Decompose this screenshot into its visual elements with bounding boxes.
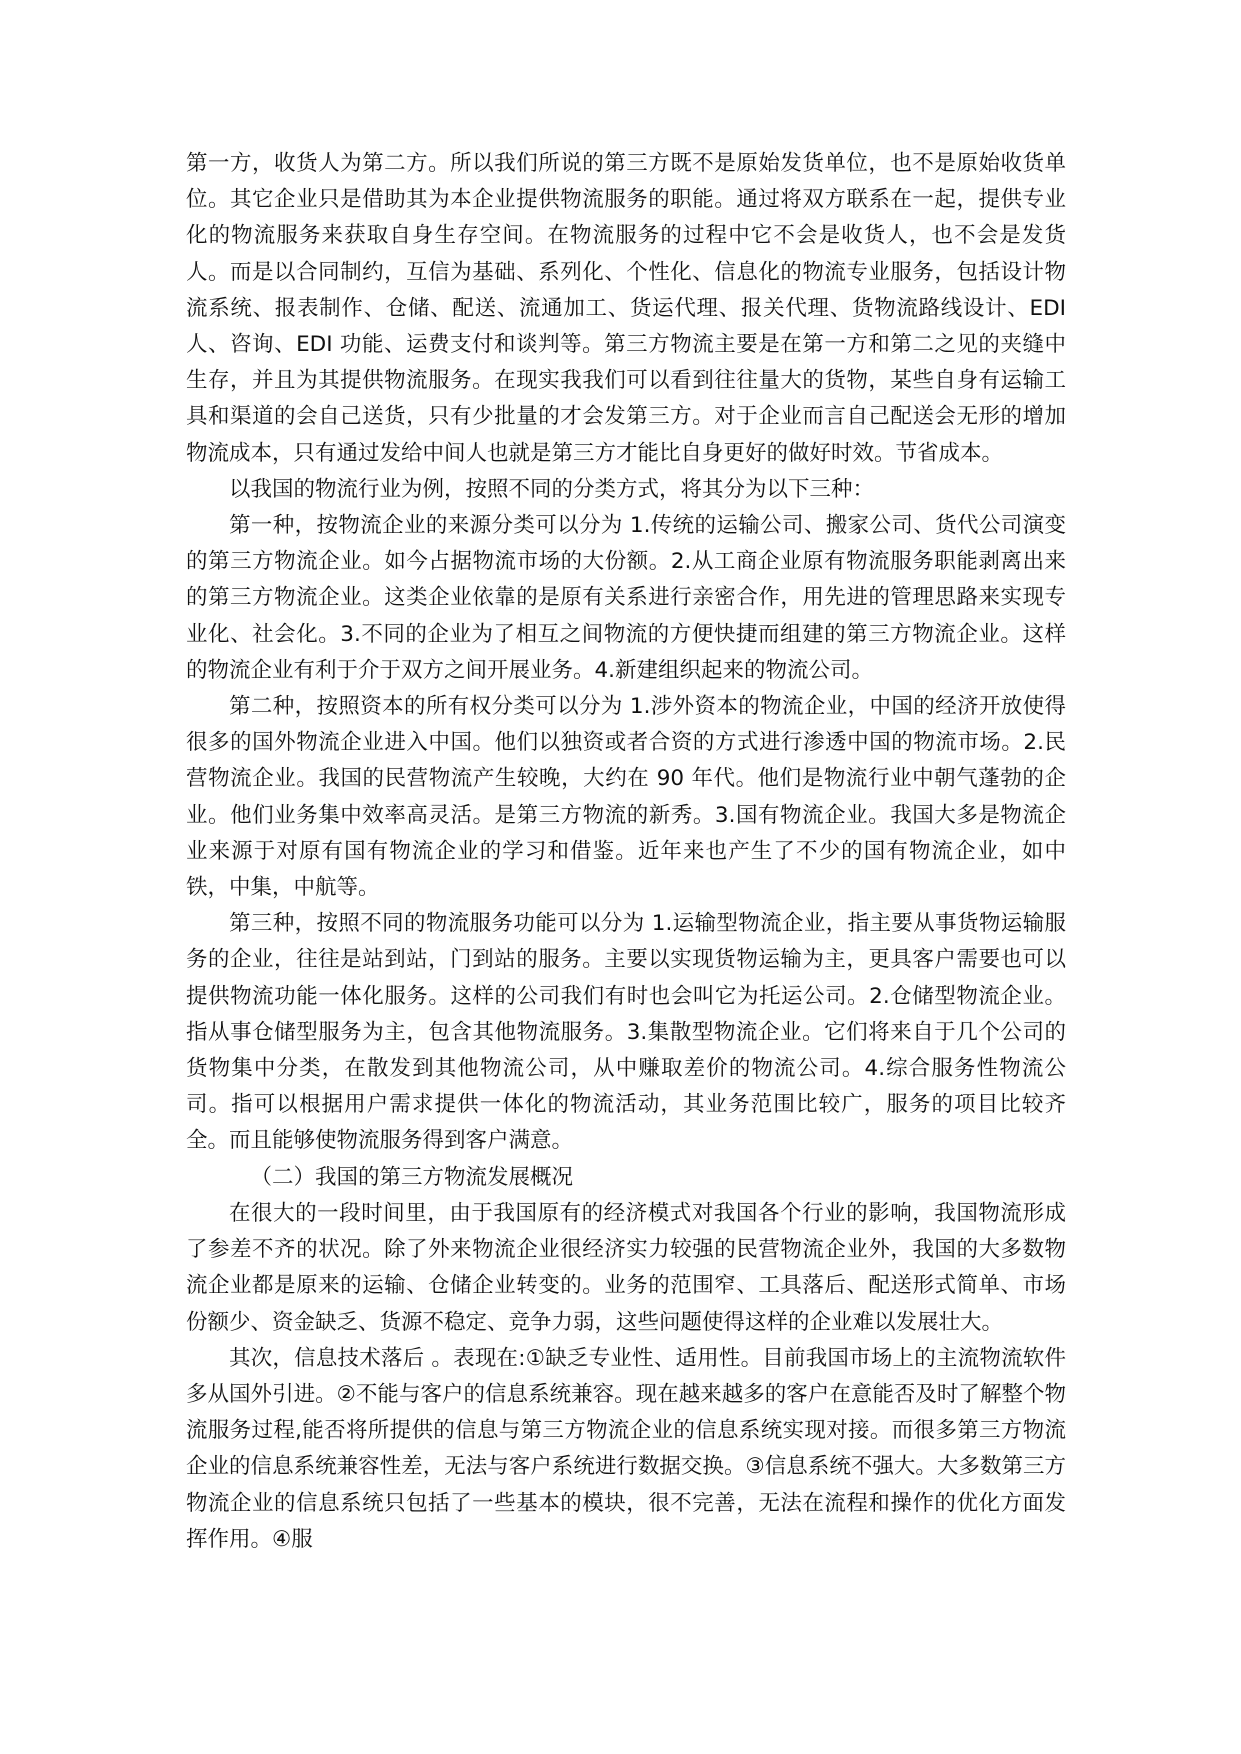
paragraph-information-technology: 其次，信息技术落后 。表现在:①缺乏专业性、适用性。目前我国市场上的主流物流软件多从国外引进。②不能与客户的信息系统兼容。现在越来越多的客户在意能否及时了解整个物流服务过程,能否将所提供的信息与第三方物流企业的信息系统实现对接。而很多第三方物流企业的信息系统兼容性差，无法与客户系统进行数据交换。③信息系统不强大。大多数第三方物流企业的信息系统只包括了一些基本的模块，很不完善，无法在流程和操作的优化方面发挥作用。④服 <box>186 1345 1066 1552</box>
section-heading: （二）我国的第三方物流发展概况 <box>250 1164 574 1190</box>
paragraph-continuation: 第一方，收货人为第二方。所以我们所说的第三方既不是原始发货单位，也不是原始收货单位。其它企业只是借助其为本企业提供物流服务的职能。通过将双方联系在一起，提供专业化的物流服务来获取自身生存空间。在物流服务的过程中它不会是收货人，也不会是发货人。而是以合同制约，互信为基础、系列化、个性化、信息化的物流专业服务，包括设计物流系统、报表制作、仓储、配送、流通加工、货运代理、报关代理、货物流路线设计、EDI 人、咨询、EDI 功能、运费支付和谈判等。第三方物流主要是在第一方和第二之见的夹缝中生存，并且为其提供物流服务。在现实我我们可以看到往往量大的货物，某些自身有运输工具和渠道的会自己送货，只有少批量的才会发第三方。对于企业而言自己配送会无形的增加物流成本，只有通过发给中间人也就是第三方才能比自身更好的做好时效。节省成本。 <box>186 151 1066 466</box>
paragraph-classification-intro: 以我国的物流行业为例，按照不同的分类方式，将其分为以下三种： <box>229 476 875 502</box>
paragraph-development-overview: 在很大的一段时间里，由于我国原有的经济模式对我国各个行业的影响，我国物流形成了参差不齐的状况。除了外来物流企业很经济实力较强的民营物流企业外，我国的大多数物流企业都是原来的运输、仓储企业转变的。业务的范围窄、工具落后、配送形式简单、市场份额少、资金缺乏、货源不稳定、竞争力弱，这些问题使得这样的企业难以发展壮大。 <box>186 1200 1066 1335</box>
paragraph-type-one: 第一种，按物流企业的来源分类可以分为 1.传统的运输公司、搬家公司、货代公司演变的第三方物流企业。如今占据物流市场的大份额。2.从工商企业原有物流服务职能剥离出来的第三方物流企业。这类企业依靠的是原有关系进行亲密合作，用先进的管理思路来实现专业化、社会化。3.不同的企业为了相互之间物流的方便快捷而组建的第三方物流企业。这样的物流企业有利于介于双方之间开展业务。4.新建组织起来的物流公司。 <box>186 513 1066 683</box>
paragraph-type-two: 第二种，按照资本的所有权分类可以分为 1.涉外资本的物流企业，中国的经济开放使得很多的国外物流企业进入中国。他们以独资或者合资的方式进行渗透中国的物流市场。2.民营物流企业。我国的民营物流产生较晚，大约在 90 年代。他们是物流行业中朝气蓬勃的企业。他们业务集中效率高灵活。是第三方物流的新秀。3.国有物流企业。我国大多是物流企业来源于对原有国有物流企业的学习和借鉴。近年来也产生了不少的国有物流企业，如中铁，中集，中航等。 <box>186 694 1066 901</box>
paragraph-type-three: 第三种，按照不同的物流服务功能可以分为 1.运输型物流企业，指主要从事货物运输服务的企业，往往是站到站，门到站的服务。主要以实现货物运输为主，更具客户需要也可以提供物流功能一体化服务。这样的公司我们有时也会叫它为托运公司。2.仓储型物流企业。指从事仓储型服务为主，包含其他物流服务。3.集散型物流企业。它们将来自于几个公司的货物集中分类，在散发到其他物流公司，从中赚取差价的物流公司。4.综合服务性物流公司。指可以根据用户需求提供一体化的物流活动，其业务范围比较广，服务的项目比较齐全。而且能够使物流服务得到客户满意。 <box>186 911 1066 1154</box>
document-body <box>186 146 1066 1558</box>
